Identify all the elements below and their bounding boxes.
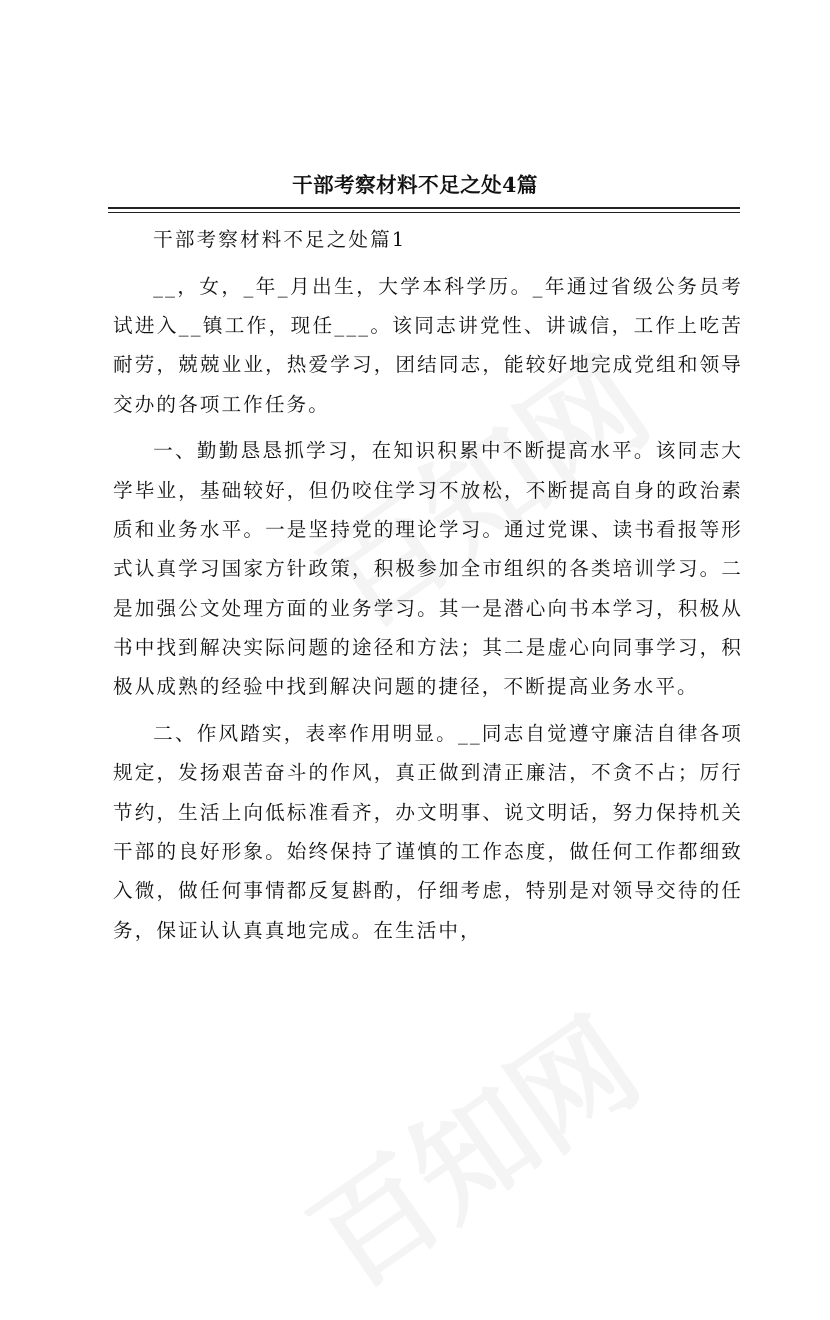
section-heading: 干部考察材料不足之处篇1 (153, 228, 407, 251)
paragraph-conduct: 二、作风踏实，表率作用明显。__同志自觉遵守廉洁自律各项规定，发扬艰苦奋斗的作风，真正做到清正廉洁，不贪不占；厉行节约，生活上向低标准看齐，办文明事、说文明话，努力保持机关干部的良好形象。始终保持了谨慎的工作态度，做任何工作都细致入微，做任何事情都反复斟酌，仔细考虑，特别是对领导交待的任务，保证认认真真地完成。在生活中， (113, 722, 743, 942)
title-divider-thick (108, 207, 740, 209)
paragraph-intro: __，女，_年_月出生，大学本科学历。_年通过省级公务员考试进入__镇工作，现任___。该同志讲党性、讲诚信，工作上吃苦耐劳，兢兢业业，热爱学习，团结同志，能较好地完成党组和领导交办的各项工作任务。 (113, 274, 743, 416)
watermark (273, 972, 667, 1319)
document-title: 干部考察材料不足之处4篇 (292, 173, 538, 197)
paragraph-study: 一、勤勤恳恳抓学习，在知识积累中不断提高水平。该同志大学毕业，基础较好，但仍咬住学习不放松，不断提高自身的政治素质和业务水平。一是坚持党的理论学习。通过党课、读书看报等形式认真学习国家方针政策，积极参加全市组织的各类培训学习。二是加强公文处理方面的业务学习。其一是潜心向书本学习，积极从书中找到解决实际问题的途径和方法；其二是虚心向同事学习，积极从成熟的经验中找到解决问题的捷径，不断提高业务水平。 (113, 439, 743, 699)
title-divider-thin (108, 212, 740, 213)
document-body (113, 220, 743, 957)
